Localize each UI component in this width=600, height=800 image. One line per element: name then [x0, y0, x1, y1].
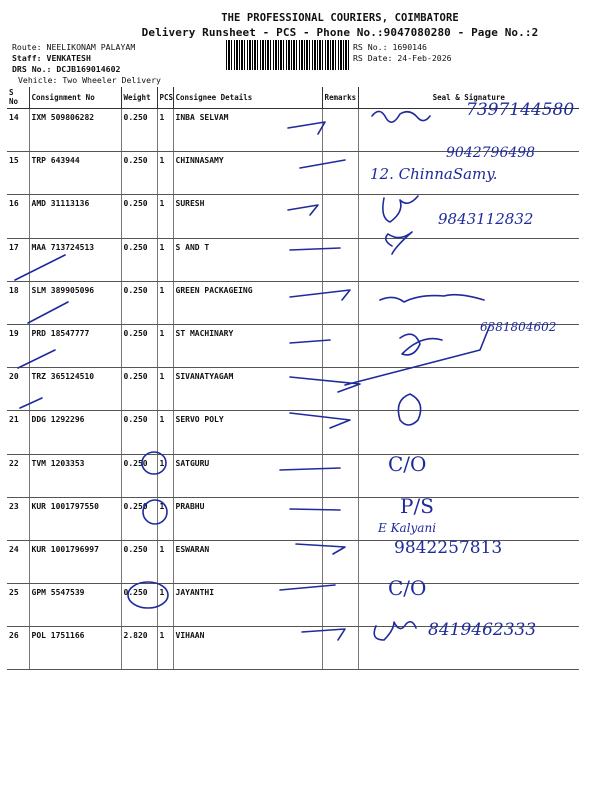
drs-line: [12, 64, 120, 74]
row-seal-signature: [358, 281, 579, 324]
row-consignee: S AND T: [173, 238, 322, 281]
row-consignee: ESWARAN: [173, 540, 322, 583]
row-pcs: 1: [157, 627, 173, 670]
handwritten-ps-23: P/S: [400, 494, 434, 518]
table-row: [7, 238, 579, 281]
row-consignee: PRABHU: [173, 497, 322, 540]
row-sno: 18: [7, 281, 29, 324]
handwritten-co-25: C/O: [388, 576, 427, 600]
row-remarks: [322, 152, 358, 195]
row-sno: 19: [7, 324, 29, 367]
row-remarks: [322, 584, 358, 627]
vehicle-label: Vehicle:: [18, 75, 58, 85]
rs-no-line: [353, 42, 427, 52]
row-remarks: [322, 324, 358, 367]
row-pcs: 1: [157, 281, 173, 324]
row-consignment-no: TRP 643944: [29, 152, 121, 195]
drs-label: DRS No.:: [12, 64, 52, 74]
row-pcs: 1: [157, 411, 173, 454]
row-seal-signature: [358, 411, 579, 454]
row-weight: 0.250: [121, 324, 157, 367]
handwritten-phone-15: 9042796498: [446, 145, 536, 161]
row-sno: 20: [7, 368, 29, 411]
row-weight: 0.250: [121, 238, 157, 281]
row-pcs: 1: [157, 454, 173, 497]
row-remarks: [322, 368, 358, 411]
table-row: [7, 368, 579, 411]
row-sno: 26: [7, 627, 29, 670]
row-consignee: SATGURU: [173, 454, 322, 497]
row-weight: 0.250: [121, 281, 157, 324]
row-pcs: 1: [157, 152, 173, 195]
handwritten-name-15: 12. ChinnaSamy.: [370, 165, 498, 183]
barcode: [226, 40, 350, 70]
vehicle-value: Two Wheeler Delivery: [62, 75, 161, 85]
handwritten-phone-26: 8419462333: [428, 620, 537, 640]
row-sno: 15: [7, 152, 29, 195]
row-remarks: [322, 627, 358, 670]
rs-no-value: 1690146: [392, 42, 427, 52]
row-pcs: 1: [157, 109, 173, 152]
row-consignment-no: MAA 713724513: [29, 238, 121, 281]
row-seal-signature: [358, 238, 579, 281]
rs-date-value: 24-Feb-2026: [397, 53, 452, 63]
row-remarks: [322, 454, 358, 497]
rs-date-label: RS Date:: [353, 53, 393, 63]
row-remarks: [322, 497, 358, 540]
col-details-header: Consignee Details: [173, 87, 322, 109]
row-pcs: 1: [157, 324, 173, 367]
route-value: NEELIKONAM PALAYAM: [46, 42, 136, 52]
row-sno: 17: [7, 238, 29, 281]
runsheet-subtitle: Delivery Runsheet - PCS - Phone No.:9047080280 - Page No.:2: [141, 26, 539, 39]
row-consignee: GREEN PACKAGEING: [173, 281, 322, 324]
row-remarks: [322, 195, 358, 238]
row-consignee: ST MACHINARY: [173, 324, 322, 367]
staff-label: Staff:: [12, 53, 42, 63]
row-consignee: JAYANTHI: [173, 584, 322, 627]
handwritten-co-22: C/O: [388, 452, 427, 476]
staff-line: [12, 53, 91, 63]
row-consignee: SIVANATYAGAM: [173, 368, 322, 411]
staff-value: VENKATESH: [46, 53, 91, 63]
row-pcs: 1: [157, 368, 173, 411]
handwritten-phone-16: 9843112832: [438, 210, 534, 228]
col-seal-header: Seal & Signature: [358, 87, 579, 109]
row-pcs: 1: [157, 540, 173, 583]
row-sno: 14: [7, 109, 29, 152]
table-row: [7, 454, 579, 497]
row-weight: 0.250: [121, 368, 157, 411]
drs-value: DCJB169014602: [56, 64, 121, 74]
row-weight: 0.250: [121, 497, 157, 540]
row-pcs: 1: [157, 584, 173, 627]
row-sno: 22: [7, 454, 29, 497]
col-weight-header: Weight: [121, 87, 157, 109]
row-pcs: 1: [157, 238, 173, 281]
row-sno: 24: [7, 540, 29, 583]
row-sno: 23: [7, 497, 29, 540]
table-row: [7, 411, 579, 454]
row-remarks: [322, 540, 358, 583]
route-line: [12, 42, 135, 52]
row-seal-signature: [358, 368, 579, 411]
rs-date-line: [353, 53, 452, 63]
row-consignment-no: KUR 1001797550: [29, 497, 121, 540]
row-remarks: [322, 238, 358, 281]
row-consignment-no: SLM 389905096: [29, 281, 121, 324]
row-consignment-no: PRD 18547777: [29, 324, 121, 367]
row-weight: 0.250: [121, 152, 157, 195]
row-weight: 0.250: [121, 540, 157, 583]
row-consignment-no: DDG 1292296: [29, 411, 121, 454]
row-consignment-no: TVM 1203353: [29, 454, 121, 497]
row-sno: 25: [7, 584, 29, 627]
row-weight: 0.250: [121, 584, 157, 627]
row-remarks: [322, 281, 358, 324]
row-consignment-no: AMD 31113136: [29, 195, 121, 238]
row-weight: 0.250: [121, 109, 157, 152]
row-consignment-no: TRZ 365124510: [29, 368, 121, 411]
row-remarks: [322, 109, 358, 152]
row-consignee: SURESH: [173, 195, 322, 238]
handwritten-name-24: E Kalyani: [378, 521, 437, 535]
row-weight: 0.250: [121, 411, 157, 454]
table-row: [7, 281, 579, 324]
handwritten-phone-24: 9842257813: [394, 538, 503, 558]
row-consignee: SERVO POLY: [173, 411, 322, 454]
row-consignment-no: IXM 509806282: [29, 109, 121, 152]
vehicle-line: [18, 75, 161, 85]
col-remarks-header: Remarks: [322, 87, 358, 109]
row-sno: 16: [7, 195, 29, 238]
row-sno: 21: [7, 411, 29, 454]
col-consignment-header: Consignment No: [29, 87, 121, 109]
col-pcs-header: PCS: [157, 87, 173, 109]
route-label: Route:: [12, 42, 42, 52]
handwritten-phone-14: 7397144580: [466, 100, 575, 120]
row-pcs: 1: [157, 497, 173, 540]
row-consignment-no: GPM 5547539: [29, 584, 121, 627]
col-sno-header: S No: [7, 87, 29, 109]
company-name: THE PROFESSIONAL COURIERS, COIMBATORE: [221, 12, 459, 24]
row-weight: 0.250: [121, 195, 157, 238]
handwritten-phone-19: 6381804602: [480, 320, 557, 334]
row-consignee: INBA SELVAM: [173, 109, 322, 152]
table-row: [7, 497, 579, 540]
row-weight: 2.820: [121, 627, 157, 670]
row-pcs: 1: [157, 195, 173, 238]
row-consignee: VIHAAN: [173, 627, 322, 670]
row-consignment-no: KUR 1001796997: [29, 540, 121, 583]
row-weight: 0.250: [121, 454, 157, 497]
row-consignee: CHINNASAMY: [173, 152, 322, 195]
row-remarks: [322, 411, 358, 454]
row-consignment-no: POL 1751166: [29, 627, 121, 670]
rs-no-label: RS No.:: [353, 42, 388, 52]
